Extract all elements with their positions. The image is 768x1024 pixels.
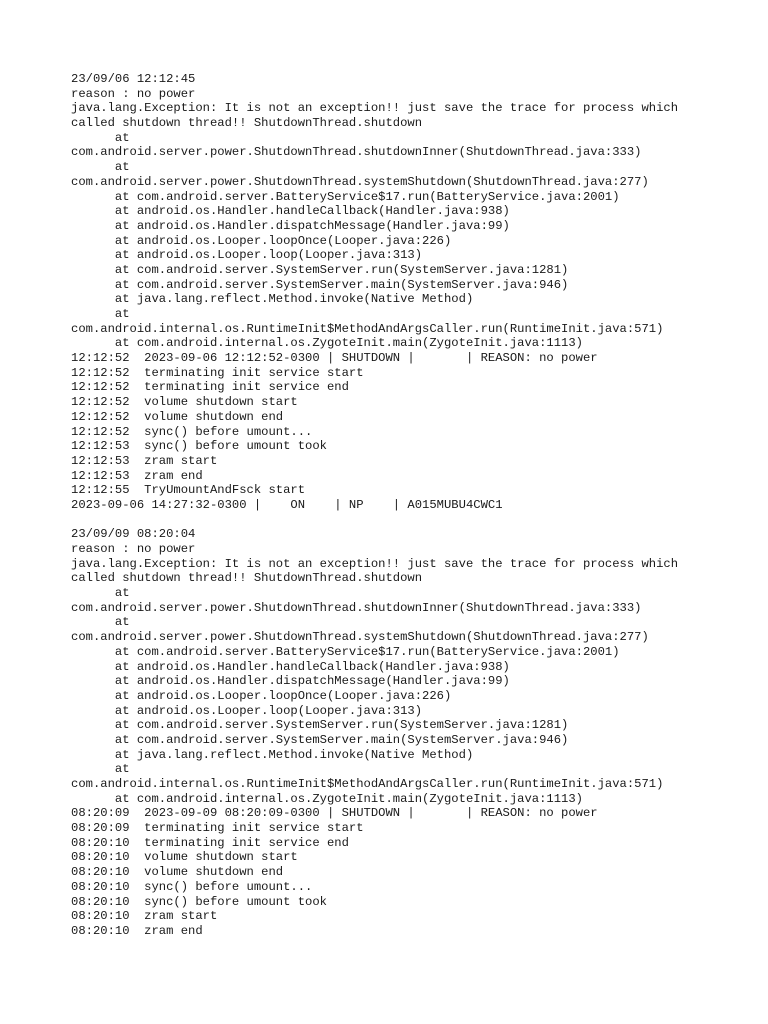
log-line: at com.android.server.BatteryService$17.run(BatteryService.java:2001) (71, 189, 620, 204)
log-line: at com.android.server.SystemServer.main(SystemServer.java:946) (71, 277, 569, 292)
log-line: 08:20:10 sync() before umount... (71, 879, 313, 894)
log-line: 08:20:10 zram end (71, 923, 203, 938)
log-line: at android.os.Looper.loopOnce(Looper.java:226) (71, 688, 452, 703)
log-line: 12:12:52 volume shutdown start (71, 395, 298, 410)
log-line: at (71, 615, 130, 630)
log-line: at com.android.server.SystemServer.run(SystemServer.java:1281) (71, 718, 569, 733)
log-line: 12:12:52 terminating init service end (71, 380, 349, 395)
log-line: at java.lang.reflect.Method.invoke(Native Method) (71, 747, 474, 762)
log-line: 08:20:10 terminating init service end (71, 835, 349, 850)
log-line: at com.android.server.BatteryService$17.run(BatteryService.java:2001) (71, 644, 620, 659)
log-line: at (71, 307, 130, 321)
log-line: 08:20:10 volume shutdown start (71, 850, 298, 865)
log-line: 12:12:53 zram start (71, 453, 218, 468)
log-line: com.android.server.power.ShutdownThread.shutdownInner(ShutdownThread.java:333) (71, 600, 642, 615)
log-line: 08:20:10 zram start (71, 909, 218, 924)
log-line: at java.lang.reflect.Method.invoke(Native Method) (71, 292, 474, 307)
log-line: 23/09/06 12:12:45 (71, 72, 196, 86)
log-line: 2023-09-06 14:27:32-0300 | ON | NP | A015MUBU4CWC1 (71, 497, 503, 512)
log-line: at (71, 130, 130, 145)
log-line: 08:20:09 terminating init service start (71, 821, 364, 836)
log-line: 12:12:53 zram end (71, 468, 203, 483)
log-line: 08:20:10 sync() before umount took (71, 894, 327, 909)
log-line: com.android.server.power.ShutdownThread.systemShutdown(ShutdownThread.java:277) (71, 630, 649, 645)
log-line: at com.android.internal.os.ZygoteInit.main(ZygoteInit.java:1113) (71, 336, 583, 351)
log-line: com.android.server.power.ShutdownThread.systemShutdown(ShutdownThread.java:277) (71, 174, 649, 189)
log-line: at (71, 586, 130, 601)
log-line: 12:12:52 volume shutdown end (71, 409, 284, 424)
log-line: called shutdown thread!! ShutdownThread.shutdown (71, 571, 423, 586)
log-line: at android.os.Looper.loop(Looper.java:313) (71, 248, 423, 263)
shutdown-log-entry (71, 72, 751, 513)
shutdown-log-entry (71, 527, 751, 938)
log-line: at android.os.Handler.handleCallback(Handler.java:938) (71, 204, 510, 219)
log-line: reason : no power (71, 86, 196, 101)
log-line: at android.os.Looper.loopOnce(Looper.java:226) (71, 233, 452, 248)
log-line: at android.os.Handler.dispatchMessage(Handler.java:99) (71, 674, 510, 689)
log-line: at (71, 762, 130, 777)
log-line: java.lang.Exception: It is not an exception!! just save the trace for process which (71, 101, 679, 116)
log-line: at com.android.server.SystemServer.main(SystemServer.java:946) (71, 732, 569, 747)
log-line: 12:12:52 2023-09-06 12:12:52-0300 | SHUTDOWN | | REASON: no power (71, 351, 598, 366)
log-line: 12:12:53 sync() before umount took (71, 439, 327, 454)
log-line: at com.android.server.SystemServer.run(SystemServer.java:1281) (71, 262, 569, 277)
log-line: 08:20:10 volume shutdown end (71, 865, 284, 880)
log-line: called shutdown thread!! ShutdownThread.shutdown (71, 116, 423, 131)
block-separator (71, 513, 751, 528)
log-line: java.lang.Exception: It is not an exception!! just save the trace for process which (71, 556, 679, 571)
log-line: at android.os.Handler.handleCallback(Handler.java:938) (71, 659, 510, 674)
log-line: com.android.internal.os.RuntimeInit$MethodAndArgsCaller.run(RuntimeInit.java:571) (71, 321, 664, 336)
log-line: 23/09/09 08:20:04 (71, 527, 196, 542)
log-line: at com.android.internal.os.ZygoteInit.main(ZygoteInit.java:1113) (71, 791, 583, 806)
log-line: at (71, 160, 130, 175)
log-line: at android.os.Looper.loop(Looper.java:313) (71, 703, 423, 718)
log-line: 12:12:52 terminating init service start (71, 365, 364, 380)
log-line: 08:20:09 2023-09-09 08:20:09-0300 | SHUTDOWN | | REASON: no power (71, 806, 598, 821)
log-line: 12:12:52 sync() before umount... (71, 424, 313, 439)
log-document (71, 72, 751, 939)
log-line: at android.os.Handler.dispatchMessage(Handler.java:99) (71, 218, 510, 233)
log-line: 12:12:55 TryUmountAndFsck start (71, 483, 306, 498)
log-line: reason : no power (71, 542, 196, 556)
log-line: com.android.internal.os.RuntimeInit$MethodAndArgsCaller.run(RuntimeInit.java:571) (71, 777, 664, 791)
log-line: com.android.server.power.ShutdownThread.shutdownInner(ShutdownThread.java:333) (71, 145, 642, 160)
